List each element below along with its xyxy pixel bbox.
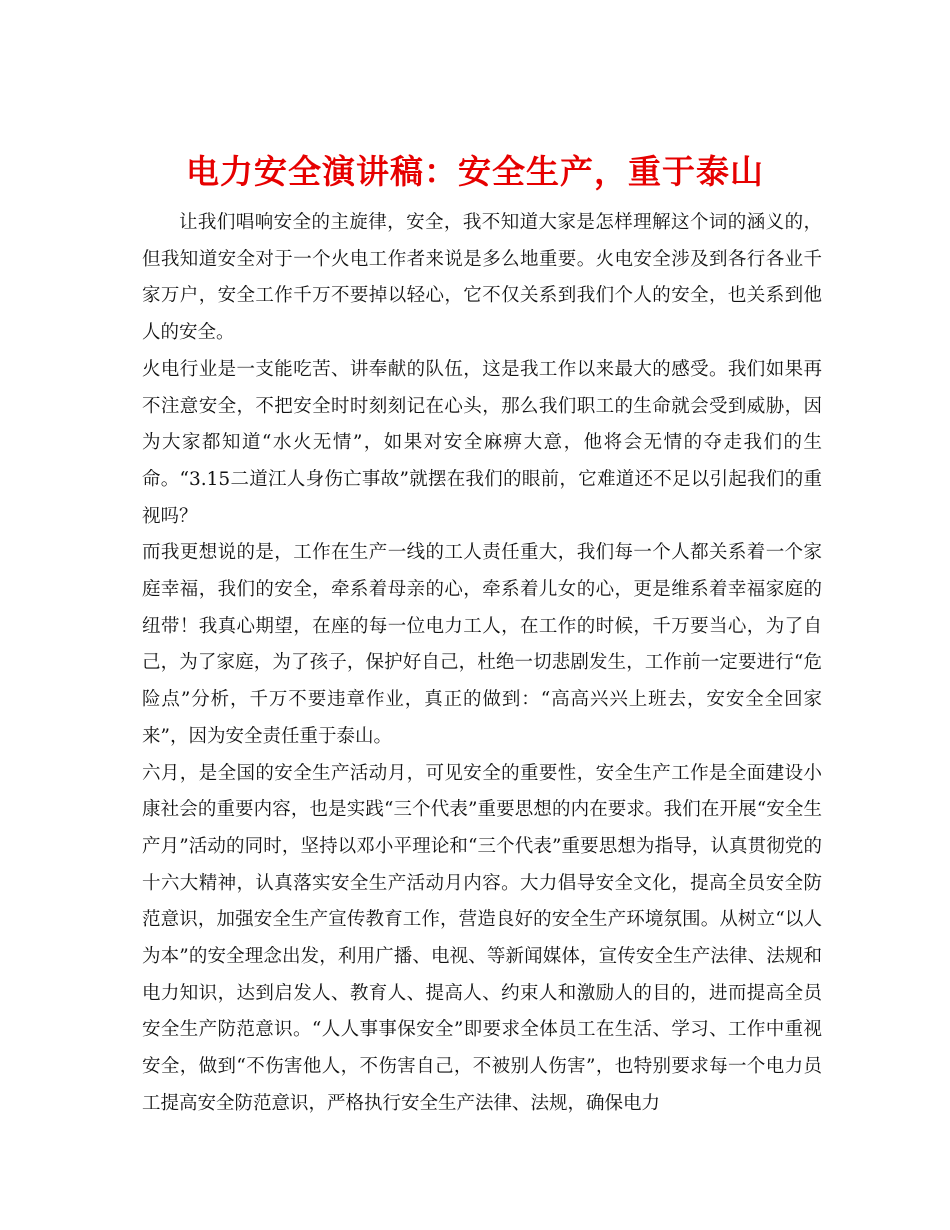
document-body bbox=[142, 205, 822, 1123]
paragraph-3: 而我更想说的是，工作在生产一线的工人责任重大，我们每一个人都关系着一个家庭幸福，我们的安全，牵系着母亲的心，牵系着儿女的心，更是维系着幸福家庭的纽带！我真心期望，在座的每一位电力工人，在工作的时候，千万要当心，为了自己，为了家庭，为了孩子，保护好自己，杜绝一切悲剧发生，工作前一定要进行“危险点”分析，千万不要违章作业，真正的做到：“高高兴兴上班去，安安全全回家来”，因为安全责任重于泰山。 bbox=[142, 542, 822, 747]
paragraph-1: 让我们唱响安全的主旋律，安全，我不知道大家是怎样理解这个词的涵义的，但我知道安全对于一个火电工作者来说是多么地重要。火电安全涉及到各行各业千家万户，安全工作千万不要掉以轻心，它不仅关系到我们个人的安全，也关系到他人的安全。 bbox=[142, 212, 822, 344]
document-title: 电力安全演讲稿：安全生产，重于泰山 bbox=[186, 152, 764, 192]
paragraph-2: 火电行业是一支能吃苦、讲奉献的队伍，这是我工作以来最大的感受。我们如果再不注意安全，不把安全时时刻刻记在心头，那么我们职工的生命就会受到威胁，因为大家都知道“水火无情”，如果对安全麻痹大意，他将会无情的夺走我们的生命。“3.15二道江人身伤亡事故”就摆在我们的眼前，它难道还不足以引起我们的重视吗？ bbox=[142, 358, 822, 527]
paragraph-4: 六月，是全国的安全生产活动月，可见安全的重要性，安全生产工作是全面建设小康社会的重要内容，也是实践“三个代表”重要思想的内在要求。我们在开展“安全生产月”活动的同时，坚持以邓小平理论和“三个代表”重要思想为指导，认真贯彻党的十六大精神，认真落实安全生产活动月内容。大力倡导安全文化，提高全员安全防范意识，加强安全生产宣传教育工作，营造良好的安全生产环境氛围。从树立“以人为本”的安全理念出发，利用广播、电视、等新闻媒体，宣传安全生产法律、法规和电力知识，达到启发人、教育人、提高人、约束人和激励人的目的，进而提高全员安全生产防范意识。“人人事事保安全”即要求全体员工在生活、学习、工作中重视安全，做到“不伤害他人，不伤害自己，不被别人伤害”，也特别要求每一个电力员工提高安全防范意识，严格执行安全生产法律、法规，确保电力 bbox=[142, 762, 822, 1114]
